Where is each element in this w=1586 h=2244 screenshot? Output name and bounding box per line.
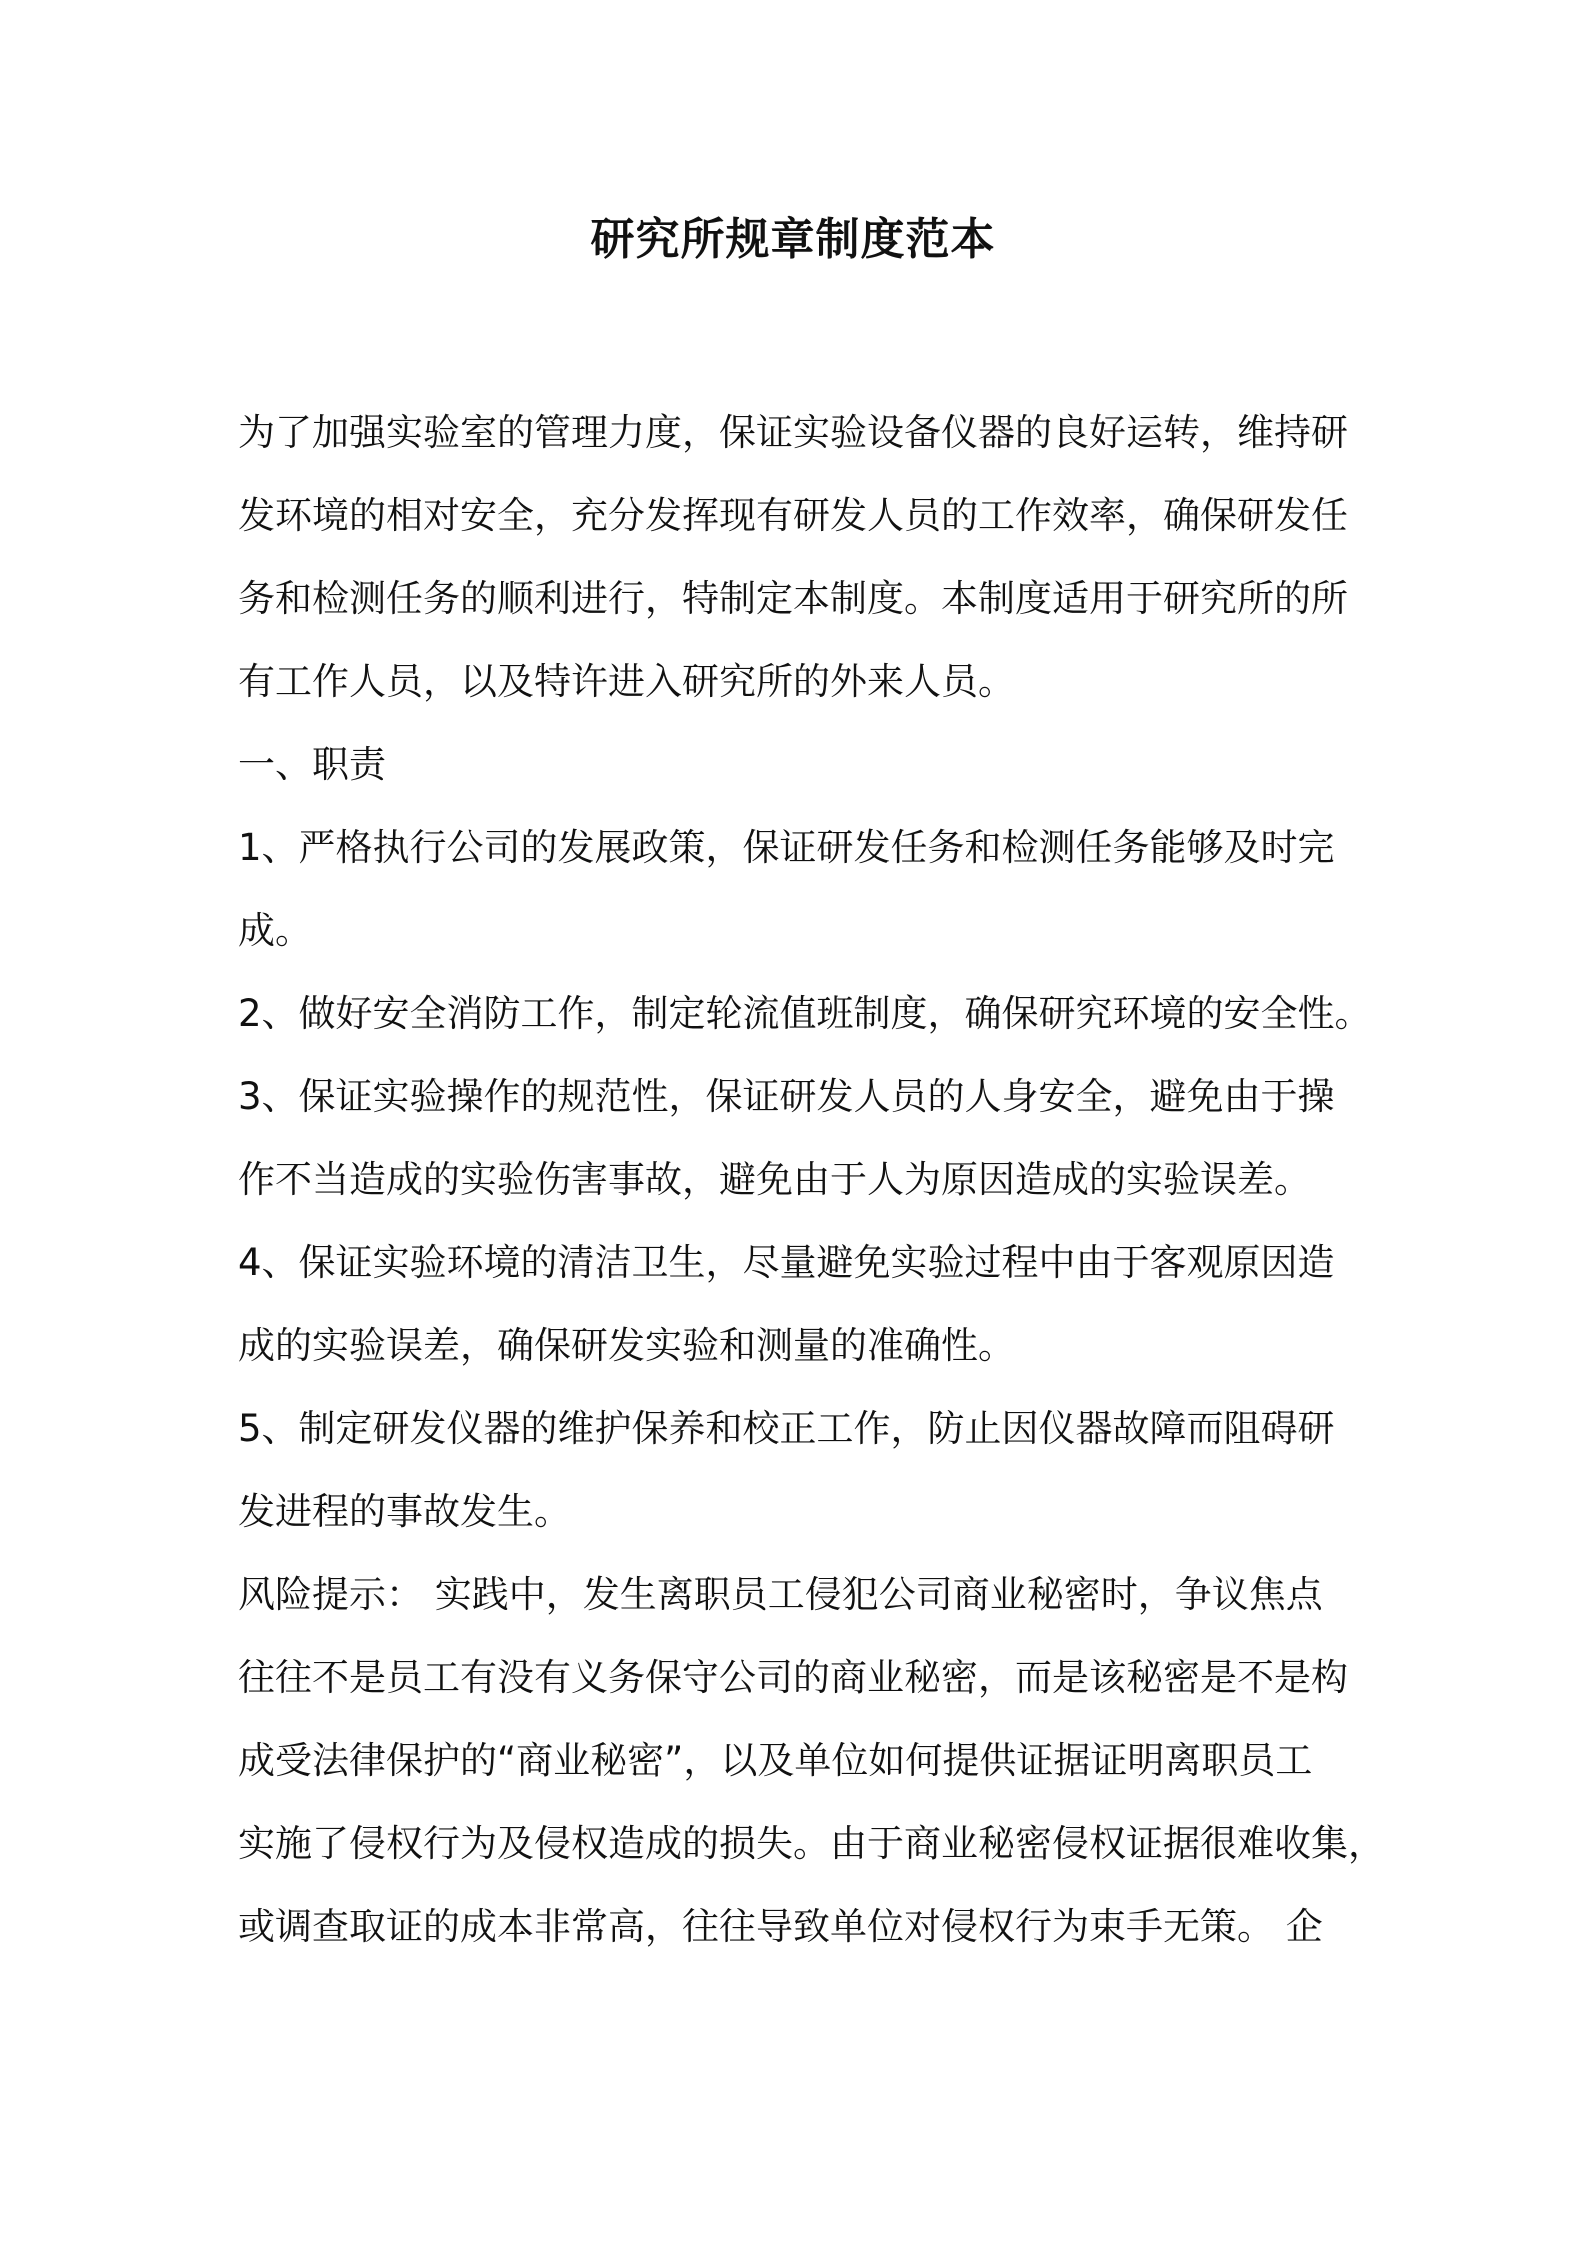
list-item-line: 5、制定研发仪器的维护保养和校正工作，防止因仪器故障而阻碍研 — [238, 1407, 1335, 1450]
risk-note-line: 成受法律保护的“商业秘密”，以及单位如何提供证据证明离职员工 — [238, 1739, 1313, 1782]
risk-note-line: 风险提示： 实践中，发生离职员工侵犯公司商业秘密时，争议焦点 — [238, 1573, 1323, 1616]
list-item-line: 2、做好安全消防工作，制定轮流值班制度，确保研究环境的安全性。 — [238, 992, 1372, 1035]
risk-note-line: 往往不是员工有没有义务保守公司的商业秘密，而是该秘密是不是构 — [238, 1656, 1348, 1699]
list-item-line: 1、严格执行公司的发展政策，保证研发任务和检测任务能够及时完 — [238, 826, 1335, 869]
list-item-line: 作不当造成的实验伤害事故，避免由于人为原因造成的实验误差。 — [238, 1158, 1311, 1201]
risk-note-line: 实施了侵权行为及侵权造成的损失。由于商业秘密侵权证据很难收集， — [238, 1822, 1385, 1865]
paragraph-line: 为了加强实验室的管理力度，保证实验设备仪器的良好运转，维持研 — [238, 411, 1348, 454]
paragraph-line: 务和检测任务的顺利进行，特制定本制度。本制度适用于研究所的所 — [238, 577, 1348, 620]
paragraph-line: 有工作人员，以及特许进入研究所的外来人员。 — [238, 660, 1015, 703]
list-item-line: 发进程的事故发生。 — [238, 1490, 571, 1533]
risk-note-line: 或调查取证的成本非常高，往往导致单位对侵权行为束手无策。 企 — [238, 1905, 1323, 1948]
document-title: 研究所规章制度范本 — [590, 214, 996, 265]
list-item-line: 4、保证实验环境的清洁卫生，尽量避免实验过程中由于客观原因造 — [238, 1241, 1335, 1284]
list-item-line: 成的实验误差，确保研发实验和测量的准确性。 — [238, 1324, 1015, 1367]
paragraph-line: 发环境的相对安全，充分发挥现有研发人员的工作效率，确保研发任 — [238, 494, 1348, 537]
list-item-line: 3、保证实验操作的规范性，保证研发人员的人身安全，避免由于操 — [238, 1075, 1335, 1118]
section-heading: 一、职责 — [238, 743, 386, 786]
list-item-line: 成。 — [238, 909, 312, 952]
